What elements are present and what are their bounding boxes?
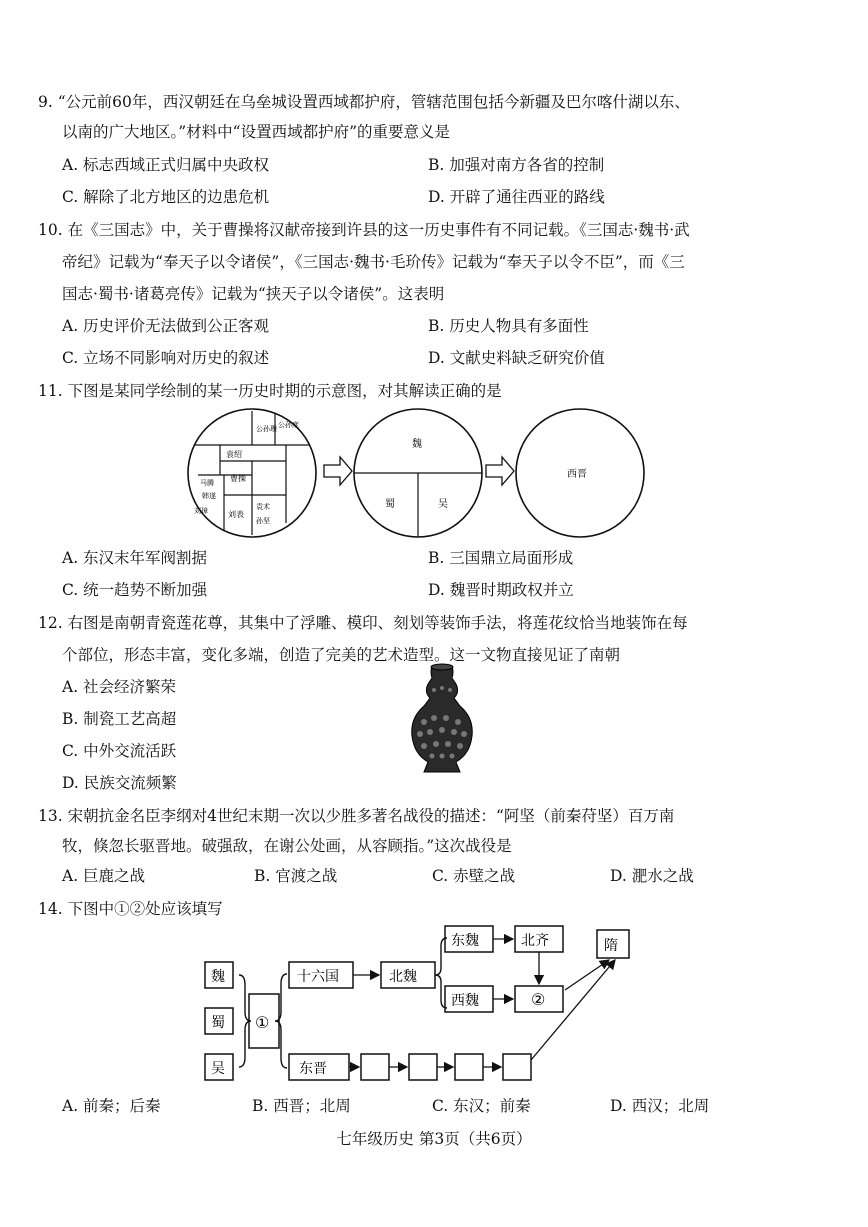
q12-stem: 12. 右图是南朝青瓷莲花尊，其集中了浮雕、模印、刻划等装饰手法，将莲花纹恰当地装饰在每	[38, 614, 688, 632]
q12-option-b: B. 制瓷工艺高超	[62, 710, 177, 728]
q11-label-mateng: 马腾	[200, 479, 214, 487]
q14-box-sixteen-kingdoms: 十六国	[297, 969, 339, 985]
q14-diagram	[195, 920, 655, 1090]
q10-option-d: D. 文献史料缺乏研究价值	[428, 349, 605, 367]
q14-stem: 14. 下图中①②处应该填写	[38, 900, 223, 918]
q14-box-shu: 蜀	[211, 1015, 225, 1031]
q9-option-d: D. 开辟了通往西亚的路线	[428, 188, 605, 206]
q9-stem-cont: 以南的广大地区。”材料中“设置西域都护府”的重要意义是	[62, 123, 451, 141]
q11-option-c: C. 统一趋势不断加强	[62, 581, 208, 599]
q14-box-wu: 吴	[211, 1061, 225, 1077]
q11-stem: 11. 下图是某同学绘制的某一历史时期的示意图，对其解读正确的是	[38, 382, 502, 400]
q11-label-yuanshu: 袁术	[256, 503, 270, 511]
q9-stem: 9. “公元前60年，西汉朝廷在乌垒城设置西域都护府，管辖范围包括今新疆及巴尔喀什湖以东、	[38, 93, 690, 111]
q11-label-liubiao: 刘表	[228, 510, 244, 519]
q10-option-a: A. 历史评价无法做到公正客观	[62, 317, 270, 335]
q11-label-wei: 魏	[412, 439, 422, 450]
q11-label-caocao: 曹操	[230, 474, 246, 483]
q12-option-c: C. 中外交流活跃	[62, 742, 177, 760]
q14-box-beiqi: 北齐	[521, 933, 549, 949]
q11-label-xijin: 西晋	[567, 469, 587, 480]
q14-box-dongjin: 东晋	[299, 1061, 327, 1077]
q10-stem-cont: 帝纪》记载为“奉天子以令诸侯”，《三国志·魏书·毛玠传》记载为“奉天子以令不臣”，而《三	[62, 253, 685, 271]
q11-label-shu: 蜀	[385, 499, 395, 510]
q14-box-2: ②	[531, 990, 546, 1009]
q14-box-xiwei: 西魏	[451, 993, 479, 1009]
q13-stem: 13. 宋朝抗金名臣李纲对4世纪末期一次以少胜多著名战役的描述：“阿坚（前秦苻坚）百万南	[38, 807, 675, 825]
q13-option-d: D. 淝水之战	[610, 867, 694, 885]
q14-box-wei: 魏	[211, 969, 225, 985]
q14-box-dongwei: 东魏	[451, 933, 479, 949]
q11-diagram	[180, 405, 650, 543]
q13-option-a: A. 巨鹿之战	[62, 867, 146, 885]
q11-label-yuanshao: 袁绍	[226, 450, 242, 459]
q11-option-d: D. 魏晋时期政权并立	[428, 581, 574, 599]
q11-arrow-1	[324, 457, 352, 485]
q11-option-a: A. 东汉末年军阀割据	[62, 549, 208, 567]
q14-box-beiwei: 北魏	[389, 969, 417, 985]
q11-label-sunjian: 孙坚	[256, 517, 270, 525]
q10-option-b: B. 历史人物具有多面性	[428, 317, 589, 335]
q11-label-wu: 吴	[438, 499, 448, 510]
q12-option-a: A. 社会经济繁荣	[62, 678, 177, 696]
q14-option-b: B. 西晋；北周	[252, 1097, 351, 1115]
q9-option-c: C. 解除了北方地区的边患危机	[62, 188, 270, 206]
q11-label-gongsunzan: 公孙瓒	[256, 425, 277, 433]
q12-stem-cont: 个部位，形态丰富，变化多端，创造了完美的艺术造型。这一文物直接见证了南朝	[62, 646, 621, 664]
q14-box-1: ①	[255, 1013, 270, 1032]
q9-option-a: A. 标志西域正式归属中央政权	[62, 156, 270, 174]
q10-stem: 10. 在《三国志》中，关于曹操将汉献帝接到许县的这一历史事件有不同记载。《三国志·魏书·武	[38, 221, 690, 239]
q13-stem-cont: 牧，倏忽长驱晋地。破强敌，在谢公处画，从容顾指。”这次战役是	[62, 837, 512, 855]
q14-option-a: A. 前秦；后秦	[62, 1097, 161, 1115]
q14-option-c: C. 东汉；前秦	[432, 1097, 531, 1115]
q11-option-b: B. 三国鼎立局面形成	[428, 549, 574, 567]
q11-label-liuzhang: 刘璋	[194, 507, 208, 515]
page-footer: 七年级历史 第3页（共6页）	[336, 1130, 532, 1148]
q12-option-d: D. 民族交流频繁	[62, 774, 177, 792]
q11-label-hansui: 韩遂	[202, 492, 216, 500]
q11-label-gongsundu: 公孙度	[278, 421, 299, 429]
q13-option-c: C. 赤壁之战	[432, 867, 516, 885]
lotus-vase-image	[402, 662, 482, 774]
q14-option-d: D. 西汉；北周	[610, 1097, 710, 1115]
q13-option-b: B. 官渡之战	[254, 867, 338, 885]
q9-option-b: B. 加强对南方各省的控制	[428, 156, 605, 174]
q10-option-c: C. 立场不同影响对历史的叙述	[62, 349, 270, 367]
q11-arrow-2	[486, 457, 514, 485]
q14-box-sui: 隋	[604, 938, 618, 954]
q10-stem-cont2: 国志·蜀书·诸葛亮传》记载为“挟天子以令诸侯”。这表明	[62, 285, 445, 303]
